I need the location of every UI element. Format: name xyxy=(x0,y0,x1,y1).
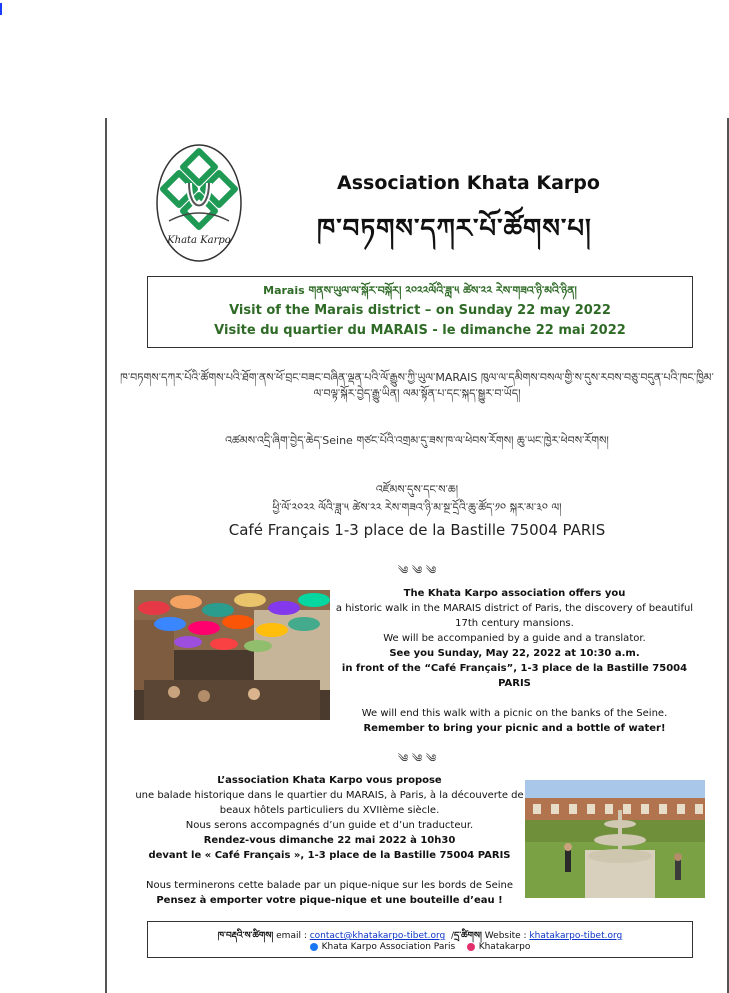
french-description: L’association Khata Karpo vous propose une balade historique dans le quartier du MARAIS, à Paris, à la découverte de beaux hôtels particuliers du XVIIème siècle. Nous serons accompagnés d’un guide et d’un traducteur. Rendez-vous dimanche 22 mai 2022 à 10h30 devant le « Café Français », 1-3 place de la Bastille 75004 PARIS Nous terminerons cette balade par un pique-nique sur les bords de Seine Pensez à emporter votre pique-nique et une bouteille d’eau ! xyxy=(135,775,524,906)
tibetan-meeting-label: འཛོམས་དུས་དང་ས་ཆ། xyxy=(375,483,459,496)
tibetan-paragraph-1: ཁ་བཏགས་དཀར་པོའི་ཚོགས་པའི་ཐོག་ནས་ཕོ་བྲང་བཟང་བཞིན་ལྡན་པའི་ལོ་རྒྱུས་ཀྱི་ཡུལ་MARAIS ཁུལ་ལ་དམིགས་བསལ་གྱི་ས་དུས་རབས་བཅུ་བདུན་པའི་ཁང་ཁྱིམ་ལ་བལྟ་སྐོར་བྱེད་རྒྱུ་ཡིན། ལམ་སྟོན་པ་དང་སྐད་སྒྱུར་བ་ཡོད། xyxy=(120,371,714,400)
facebook-label: Khata Karpo Association Paris xyxy=(321,942,456,952)
email-link[interactable]: contact@khatakarpo-tibet.org xyxy=(309,931,446,941)
cafe-address: Café Français 1-3 place de la Bastille 75004 PARIS xyxy=(228,521,606,539)
association-title: Association Khata Karpo xyxy=(337,172,600,194)
text-cursor xyxy=(0,3,2,15)
svg-text:Khata Karpo: Khata Karpo xyxy=(167,235,231,246)
tibetan-paragraph-2: འཚམས་འདྲི་ཞིག་བྱེད་ཆེད་Seine གཙང་པོའི་འགྲམ་དུ་ཟས་ཁ་ལ་ཕེབས་རོགས། ཆུ་ཡང་ཁྱེར་ཕེབས་རོགས། xyxy=(225,434,609,447)
banner-tibetan-line: Marais གནས་ཡུལ་ལ་སྐོར་བསྐོར། ༢༠༢༢ལོའི་ཟླ་༥ ཚེས་༢༢ རེས་གཟའ་ཉི་མའི་ཉིན། xyxy=(263,284,577,297)
footer-social-row xyxy=(148,942,692,952)
banner-english-line: Visit of the Marais district – on Sunday 22 may 2022 xyxy=(229,303,611,318)
footer-contact-row: ཁ་བརྡའི་ས་ཚིགས། email : contact@khatakarpo-tibet.org /དྲ་ཚིགས། Website : khatakarpo-tibet.org xyxy=(217,931,623,941)
association-title-tibetan: ཁ་བཏགས་དཀར་པོ་ཚོགས་པ། xyxy=(317,214,592,244)
instagram-icon xyxy=(467,943,475,951)
ornament-divider: ༄ ༄ ༄ xyxy=(397,564,437,577)
place-des-vosges-photo xyxy=(525,780,705,898)
website-link[interactable]: khatakarpo-tibet.org xyxy=(529,931,623,941)
banner-french-line: Visite du quartier du MARAIS - le dimanche 22 mai 2022 xyxy=(214,323,626,338)
ornament-divider-2: ༄ ༄ ༄ xyxy=(397,752,437,765)
instagram-label: Khatakarpo xyxy=(478,942,531,952)
khata-karpo-logo xyxy=(155,143,243,263)
umbrella-street-photo xyxy=(134,590,330,720)
english-description: The Khata Karpo association offers you a historic walk in the MARAIS district of Paris, the discovery of beautiful 17th century mansions. We will be accompanied by a guide and a translator. See you Sunday, May 22, 2022 at 10:30 a.m. in front of the “Café Français”, 1-3 place de la Bastille 75004 PARIS We will end this walk with a picnic on the banks of the Seine. Remember to bring your picnic and a bottle of water! xyxy=(335,588,694,734)
web-label-tibetan: དྲ་ཚིགས། xyxy=(453,931,482,941)
contact-label-tibetan: ཁ་བརྡའི་ས་ཚིགས། xyxy=(217,931,274,941)
contact-footer xyxy=(147,921,693,958)
event-banner xyxy=(147,276,693,348)
document-page xyxy=(105,118,729,993)
tibetan-meeting-line: ཕྱི་ལོ་༢༠༢༢ ལོའི་ཟླ་༥ ཚེས་༢༢ རེས་གཟའ་ཉི་མ་སྔ་དྲོའི་ཆུ་ཚོད་༡༠ སྐར་མ་༣༠ ལ། xyxy=(272,501,562,514)
facebook-icon xyxy=(310,943,318,951)
